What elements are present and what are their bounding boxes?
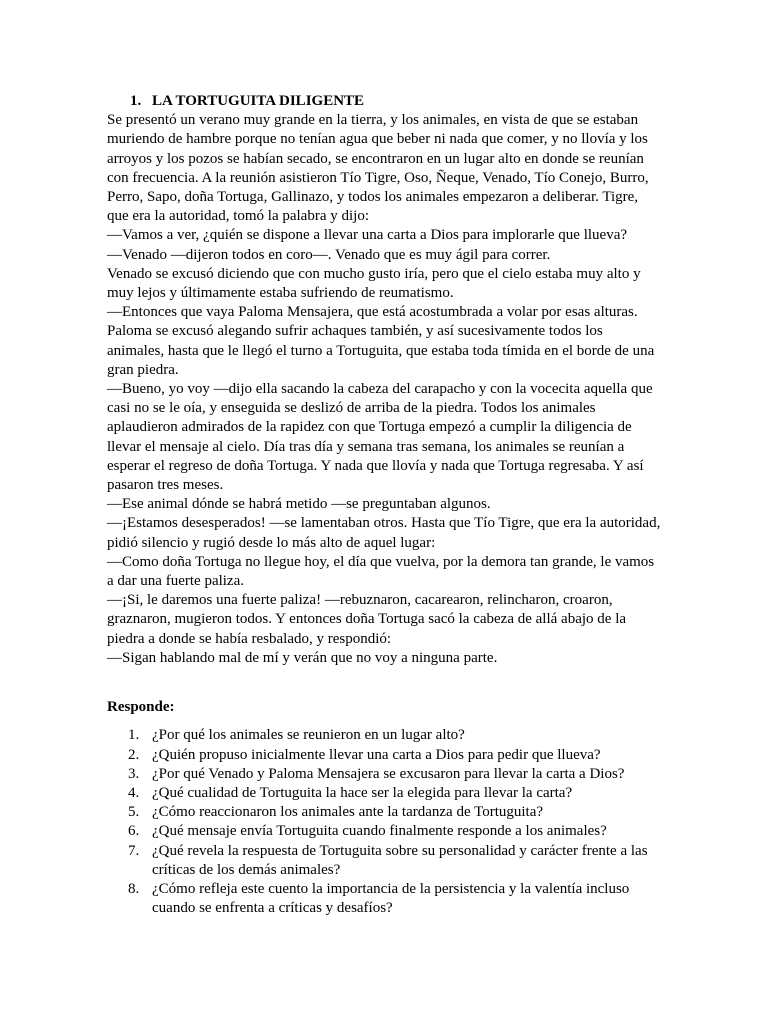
- story-paragraph: —Ese animal dónde se habrá metido —se preguntaban algunos.: [107, 496, 491, 513]
- question-text: ¿Qué revela la respuesta de Tortuguita sobre su personalidad y carácter frente a las críticas de los demás animales?: [152, 842, 648, 878]
- question-text: ¿Por qué Venado y Paloma Mensajera se excusaron para llevar la carta a Dios?: [152, 765, 625, 782]
- question-item: [107, 803, 663, 822]
- question-item: [107, 784, 663, 803]
- question-number: 5.: [128, 804, 140, 821]
- question-number: 8.: [128, 880, 140, 897]
- questions-heading: Responde:: [107, 699, 175, 716]
- question-item: [107, 880, 663, 918]
- question-text: ¿Cómo reaccionaron los animales ante la tardanza de Tortuguita?: [152, 804, 544, 821]
- question-item: [107, 765, 663, 784]
- question-text: ¿Quién propuso inicialmente llevar una carta a Dios para pedir que llueva?: [152, 746, 601, 763]
- question-text: ¿Qué mensaje envía Tortuguita cuando finalmente responde a los animales?: [152, 823, 607, 840]
- story-paragraph: —Entonces que vaya Paloma Mensajera, que está acostumbrada a volar por esas alturas. Paloma se excusó alegando sufrir achaques también, y así sucesivamente todos los animales, hasta que le llegó el turno a Tortuguita, que estaba toda tímida en el borde de una gran piedra.: [107, 304, 655, 378]
- question-item: [107, 726, 663, 745]
- question-text: ¿Por qué los animales se reunieron en un lugar alto?: [152, 727, 465, 744]
- story-paragraph: —Bueno, yo voy —dijo ella sacando la cabeza del carapacho y con la vocecita aquella que casi no se le oía, y enseguida se deslizó de arriba de la piedra. Todos los animales aplaudieron admirados de la rapidez con que Tortuga empezó a cumplir la diligencia de llevar el mensaje al cielo. Día tras día y semana tras semana, los animales se reunían a esperar el regreso de doña Tortuga. Y nada que llovía y nada que Tortuga regresaba. Y así pasaron tres meses.: [107, 381, 653, 494]
- questions-list: [107, 726, 663, 918]
- question-item: [107, 842, 663, 880]
- story-paragraph: —¡Si, le daremos una fuerte paliza! —rebuznaron, cacarearon, relincharon, croaron, graznaron, mugieron todos. Y entonces doña Tortuga sacó la cabeza de allá abajo de la piedra a donde se había resbalado, y respondió:: [107, 592, 627, 647]
- question-item: [107, 746, 663, 765]
- question-item: [107, 822, 663, 841]
- story-paragraph: Se presentó un verano muy grande en la tierra, y los animales, en vista de que se estaban muriendo de hambre porque no tenían agua que beber ni nada que comer, y no llovía y los arroyos y los pozos se habían secado, se encontraron en un lugar alto en donde se reunían con frecuencia. A la reunión asistieron Tío Tigre, Oso, Ñeque, Venado, Tío Conejo, Burro, Perro, Sapo, doña Tortuga, Gallinazo, y todos los animales empezaron a deliberar. Tigre, que era la autoridad, tomó la palabra y dijo:: [107, 112, 649, 225]
- question-text: ¿Cómo refleja este cuento la importancia de la persistencia y la valentía incluso cuando se enfrenta a críticas y desafíos?: [152, 880, 630, 917]
- story-paragraph: Venado se excusó diciendo que con mucho gusto iría, pero que el cielo estaba muy alto y muy lejos y últimamente estaba sufriendo de reumatismo.: [107, 265, 641, 302]
- title-text: LA TORTUGUITA DILIGENTE: [152, 93, 365, 109]
- story-paragraph: —Vamos a ver, ¿quién se dispone a llevar una carta a Dios para implorarle que llueva?: [107, 227, 628, 244]
- question-number: 2.: [128, 746, 140, 763]
- title-number: 1.: [130, 93, 142, 109]
- question-text: ¿Qué cualidad de Tortuguita la hace ser la elegida para llevar la carta?: [152, 784, 573, 801]
- question-number: 3.: [128, 765, 140, 782]
- story-title: [107, 92, 663, 111]
- question-number: 1.: [128, 727, 140, 744]
- story-paragraph: —Venado —dijeron todos en coro—. Venado que es muy ágil para correr.: [107, 246, 551, 263]
- question-number: 7.: [128, 842, 140, 859]
- story-paragraph: —Sigan hablando mal de mí y verán que no voy a ninguna parte.: [107, 649, 498, 666]
- story-body: [107, 111, 663, 668]
- question-number: 6.: [128, 823, 140, 840]
- question-number: 4.: [128, 784, 140, 801]
- story-paragraph: —¡Estamos desesperados! —se lamentaban otros. Hasta que Tío Tigre, que era la autoridad, pidió silencio y rugió desde lo más alto de aquel lugar:: [107, 515, 661, 551]
- story-paragraph: —Como doña Tortuga no llegue hoy, el día que vuelva, por la demora tan grande, le vamos a dar una fuerte paliza.: [107, 553, 655, 590]
